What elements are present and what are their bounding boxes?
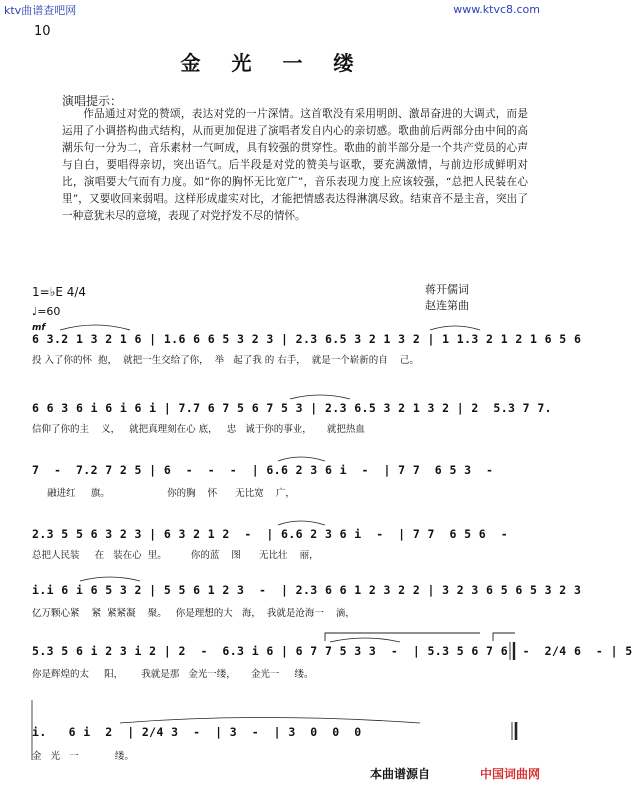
lyricist-credit: 蒋开儒词	[425, 283, 469, 296]
dynamic-mark: mf	[32, 323, 46, 333]
slur-mark	[60, 325, 130, 330]
score-line-3-lyrics: 融进红 旗。 你的胸 怀 无比宽 广，	[32, 488, 295, 499]
key-signature: 1=♭E 4/4	[32, 285, 87, 299]
score-line-4-lyrics: 总把人民装 在 装在心 里。 你的蓝 图 无比壮 丽，	[32, 550, 319, 561]
score-line-5-notes: i.i 6 i 6 5 3 2 | 5 5 6 1 2 3 - | 2.3 6 6 1 2 3 2 2 | 3 2 3 6 5 6 5 3 2 3	[32, 583, 582, 597]
score-line-3-notes: 7 - 7.2 7 2 5 | 6 - - - | 6.6 2 3 6 i - | 7 7 6 5 3 -	[32, 463, 494, 477]
page-number: 10	[34, 24, 51, 39]
score-line-7-notes: i. 6 i 2 | 2/4 3 - | 3 - | 3 0 0 0	[32, 725, 362, 739]
ending-bracket	[325, 633, 480, 641]
score-line-1-notes: 6 3.2 1 3 2 1 6 | 1.6 6 6 5 3 2 3 | 2.3 6.5 3 2 1 3 2 | 1 1.3 2 1 2 1 6 5 6	[32, 332, 582, 346]
slur-mark	[120, 718, 420, 724]
score-line-6-notes: 5.3 5 6 i 2 3 i 2 | 2 - 6.3 i 6 | 6 7 7 5 3 3 - | 5.3 5 6 7 6 - 2/4 6 - | 5	[32, 644, 633, 658]
slur-mark	[430, 326, 480, 330]
score-line-6-lyrics: 你是辉煌的太 阳， 我就是那 金光一缕， 金光一 缕。	[32, 669, 314, 680]
slur-mark	[278, 521, 325, 525]
tempo-mark: ♩=60	[32, 305, 61, 318]
slur-mark	[290, 395, 350, 399]
slur-mark	[80, 577, 140, 581]
score-line-7-lyrics: 金 光 一 缕。	[32, 751, 134, 762]
watermark-right: www.ktvc8.com	[453, 3, 540, 16]
footer-source-label: 本曲谱源自	[369, 767, 430, 781]
footer-site-name: 中国词曲网	[479, 767, 540, 781]
score-line-2-lyrics: 信仰了你的主 义， 就把真理刻在心 底， 忠 诚于你的事业， 就把热血	[32, 424, 365, 435]
watermark-left: ktv曲谱查吧网	[4, 4, 77, 17]
song-title: 金 光 一 缕	[180, 51, 366, 75]
slur-mark	[278, 457, 325, 461]
tips-body: 作品通过对党的赞颂，表达对党的一片深情。这首歌没有采用明朗、激昂奋进的大调式，而是运用了小调搭构曲式结构，从而更加促进了演唱者发自内心的亲切感。歌曲前后两部分由中间的高潮乐句一分为二，音乐素材一气呵成，具有较强的贯穿性。歌曲的前半部分是一个共产党员的心声与自白，要唱得亲切，突出语气。后半段是对党的赞美与讴歌，要充满激情，与前边形成鲜明对比，演唱要大气而有力度。如“你的胸怀无比宽广”，音乐表现力度上应该较强，“总把人民装在心里”，又要收回来弱唱。这样形成虚实对比，才能把情感表达得淋漓尽致。结束音不是主音，突出了一种意犹未尽的意境，表现了对党抒发不尽的情怀。	[62, 108, 528, 222]
composer-credit: 赵连第曲	[425, 299, 469, 312]
slur-mark	[330, 638, 400, 642]
score-line-1-lyrics: 投 入了你的怀 抱， 就把一生交给了你， 举 起了我 的 右手， 就是一个崭新的自 己。	[32, 355, 419, 366]
ending-bracket	[493, 633, 515, 641]
score-line-4-notes: 2.3 5 5 6 3 2 3 | 6 3 2 1 2 - | 6.6 2 3 6 i - | 7 7 6 5 6 -	[32, 527, 509, 541]
score-line-2-notes: 6 6 3 6 i 6 i 6 i | 7.7 6 7 5 6 7 5 3 | 2.3 6.5 3 2 1 3 2 | 2 5.3 7 7.	[32, 401, 552, 415]
tips-heading: 演唱提示：	[62, 94, 123, 108]
score-line-5-lyrics: 亿万颗心紧 紧 紧紧凝 聚。 你是理想的大 海， 我就是沧海一 滴，	[32, 608, 355, 619]
